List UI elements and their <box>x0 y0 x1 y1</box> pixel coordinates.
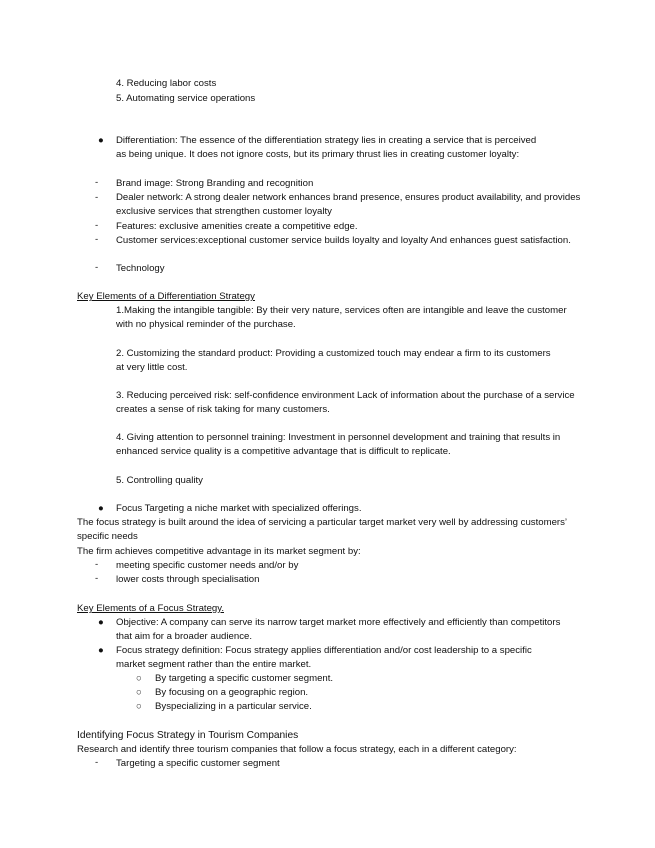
key-element-item: 3. Reducing perceived risk: self-confidence environment Lack of information about the purchase of a service creates a sense of risk taking for many customers. <box>116 390 575 415</box>
dash-icon: - <box>95 177 99 188</box>
dash-icon: - <box>95 573 99 584</box>
sub-list-item: By targeting a specific customer segment. <box>155 673 334 684</box>
sub-list-item: Byspecializing in a particular service. <box>155 701 312 712</box>
key-element-item: 2. Customizing the standard product: Providing a customized touch may endear a firm to its customers at very little cost. <box>116 348 551 373</box>
section-heading: Key Elements of a Differentiation Strategy <box>77 291 255 302</box>
list-item: Objective: A company can serve its narrow target market more effectively and efficiently than competitors that aim for a broader audience. <box>116 617 561 642</box>
list-item: Technology <box>116 263 165 274</box>
list-item: Focus strategy definition: Focus strategy applies differentiation and/or cost leadership to a specific market segment rather than the entire market. <box>116 645 532 670</box>
bullet-icon: ● <box>98 617 104 628</box>
focus-bullet-text: Focus Targeting a niche market with specialized offerings. <box>116 503 362 514</box>
list-item: Targeting a specific customer segment <box>116 758 280 769</box>
list-item: Features: exclusive amenities create a competitive edge. <box>116 221 358 232</box>
circle-bullet-icon: ○ <box>136 687 142 698</box>
identify-paragraph: Research and identify three tourism companies that follow a focus strategy, each in a different category: <box>77 744 517 755</box>
section-heading: Identifying Focus Strategy in Tourism Companies <box>77 730 299 741</box>
dash-icon: - <box>95 262 99 273</box>
dash-icon: - <box>95 757 99 768</box>
dash-icon: - <box>95 192 99 203</box>
list-item: meeting specific customer needs and/or by <box>116 560 299 571</box>
circle-bullet-icon: ○ <box>136 701 142 712</box>
sub-list-item: By focusing on a geographic region. <box>155 687 309 698</box>
dash-icon: - <box>95 220 99 231</box>
dash-icon: - <box>95 559 99 570</box>
bullet-icon: ● <box>98 645 104 656</box>
bullet-icon: ● <box>98 503 104 514</box>
key-element-item: 4. Giving attention to personnel training: Investment in personnel development and training that results in enhanced service quality is a competitive advantage that is difficult to replicate. <box>116 432 561 457</box>
dash-icon: - <box>95 234 99 245</box>
list-item: Customer services:exceptional customer service builds loyalty and loyalty And enhances guest satisfaction. <box>116 235 571 246</box>
key-element-item: 5. Controlling quality <box>116 475 203 486</box>
focus-paragraph: The focus strategy is built around the idea of servicing a particular target market very well by addressing customers’ specific needs <box>77 517 567 542</box>
focus-paragraph: The firm achieves competitive advantage in its market segment by: <box>77 546 361 557</box>
list-item: Brand image: Strong Branding and recognition <box>116 178 314 189</box>
list-item: lower costs through specialisation <box>116 574 260 585</box>
circle-bullet-icon: ○ <box>136 673 142 684</box>
list-item: Dealer network: A strong dealer network enhances brand presence, ensures product availability, and provides exclusive services that strengthen customer loyalty <box>116 192 581 217</box>
key-element-item: 1.Making the intangible tangible: By their very nature, services often are intangible and leave the customer with no physical reminder of the purchase. <box>116 305 567 330</box>
differentiation-paragraph: Differentiation: The essence of the differentiation strategy lies in creating a service that is perceived as being unique. It does not ignore costs, but its primary thrust lies in creating customer loyalty: <box>116 135 537 160</box>
numbered-item: 5. Automating service operations <box>116 93 256 104</box>
section-heading: Key Elements of a Focus Strategy. <box>77 603 224 614</box>
numbered-item: 4. Reducing labor costs <box>116 78 217 89</box>
bullet-icon: ● <box>98 135 104 146</box>
